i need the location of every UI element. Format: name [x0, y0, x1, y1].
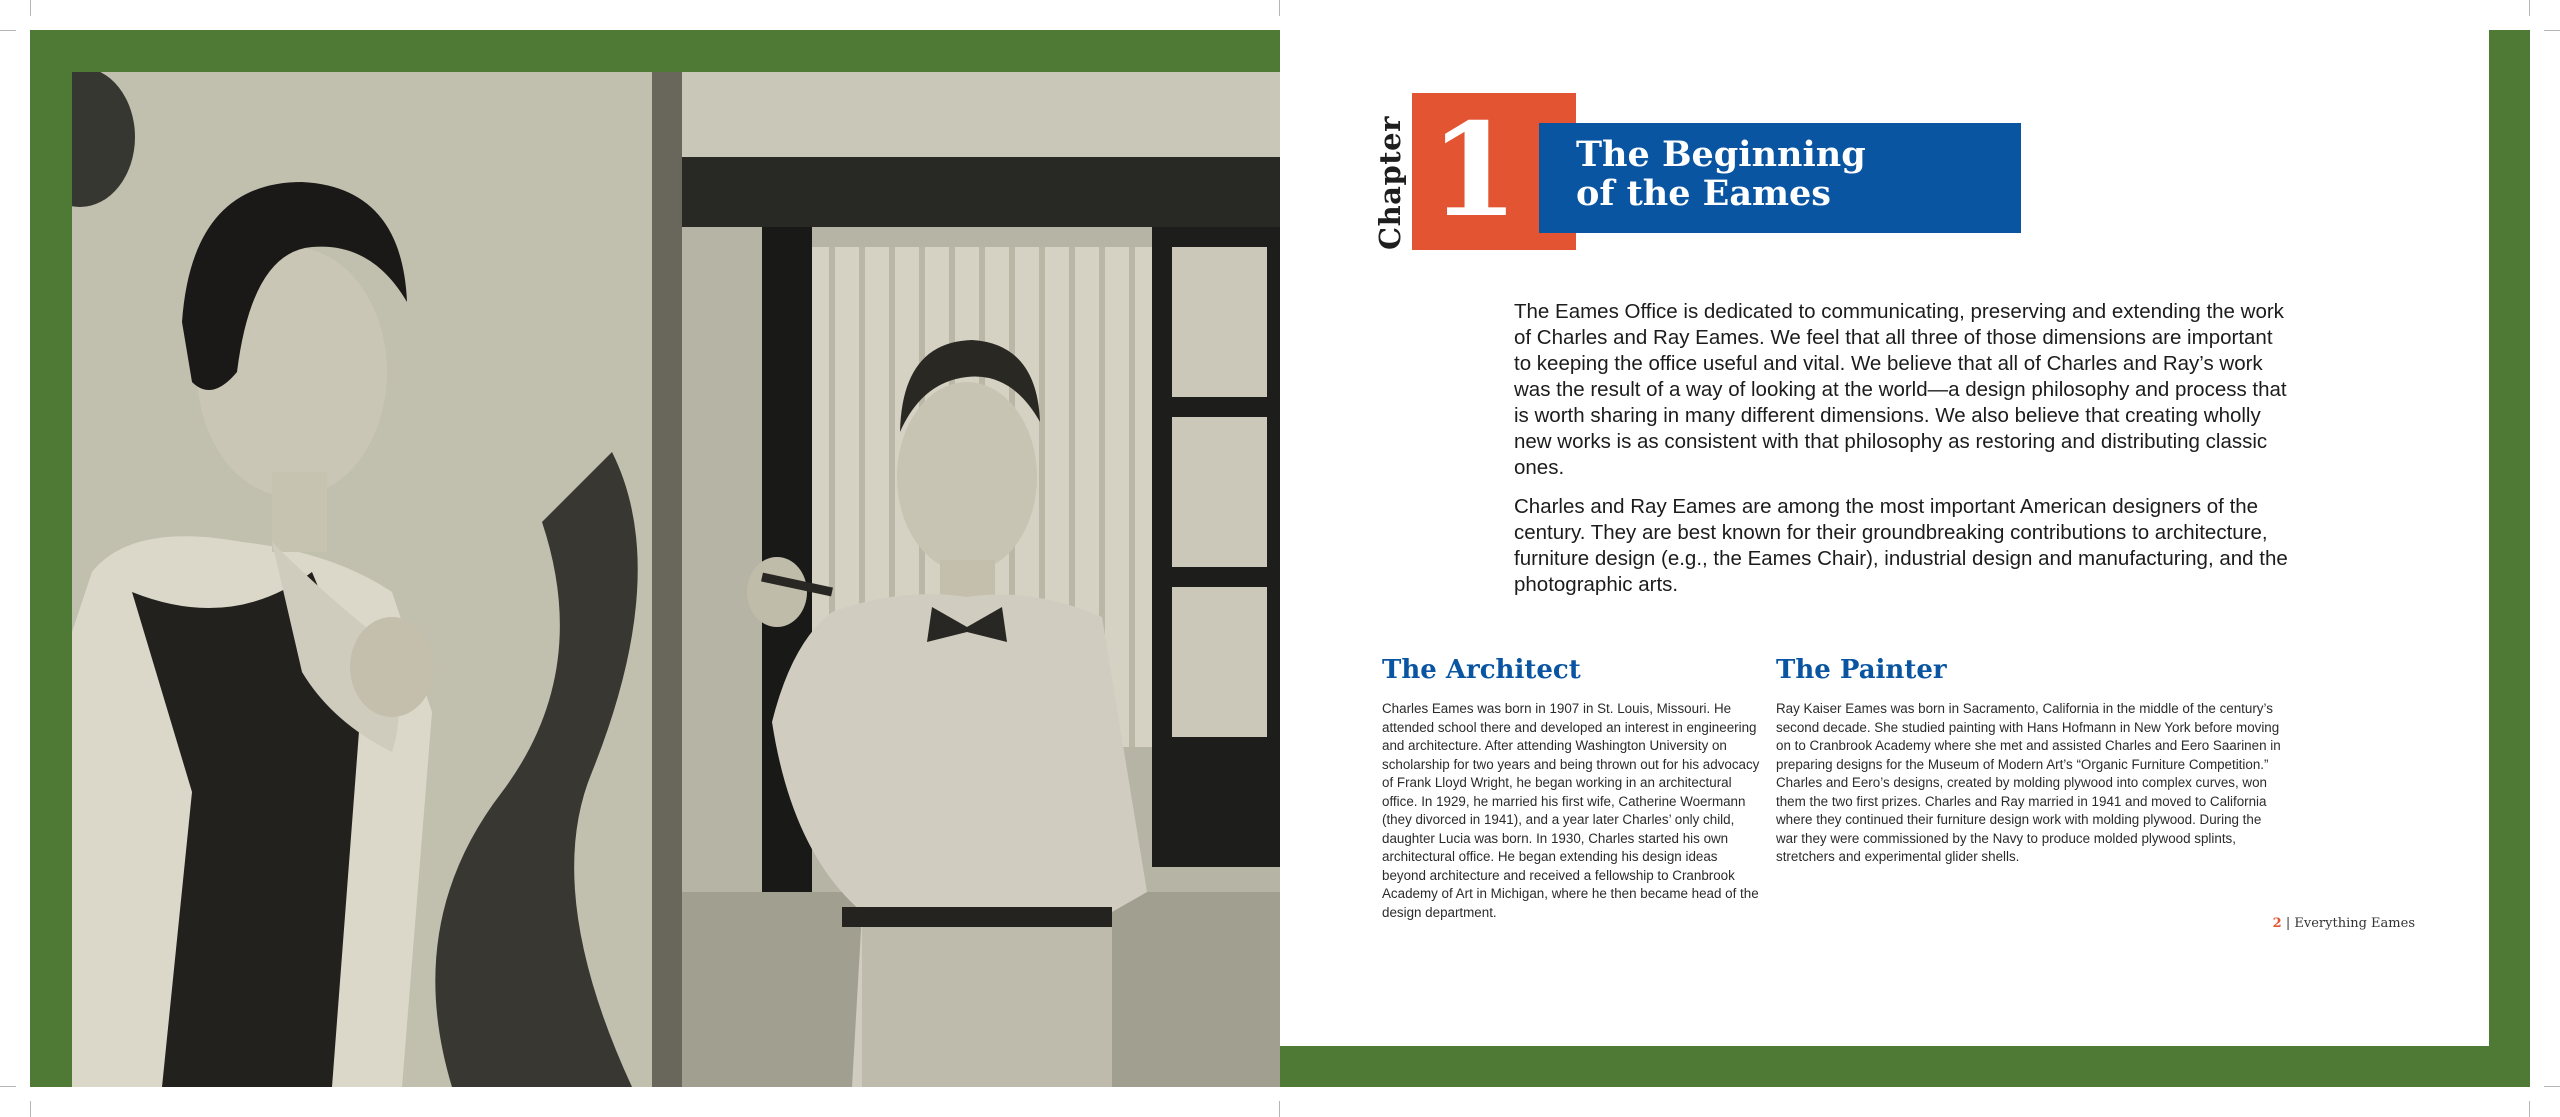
eames-photograph [72, 72, 1280, 1087]
crop-mark [1279, 1101, 1280, 1117]
painter-body: Ray Kaiser Eames was born in Sacramento, California in the middle of the century’s second decade. She studied painting with Hans Hofmann in New York before moving on to Cranbrook Academy where she met and assisted Charles and Eero Saarinen in preparing designs for the Museum of Modern Art’s “Organic Furniture Competition.” Charles and Eero’s designs, created by molding plywood into complex curves, won them the two first prizes. Charles and Ray married in 1941 and moved to California where they continued their furniture design work with molding plywood. During the war they were commissioned by the Navy to produce molded plywood splints, stretchers and experimental glider shells. [1776, 701, 2281, 864]
chapter-title [1576, 135, 2016, 213]
intro-paragraph-1: The Eames Office is dedicated to communicating, preserving and extending the work of Charles and Ray Eames. We feel that all three of those dimensions are important to keeping the office useful and vital. We believe that all of Charles and Ray’s work was the result of a way of looking at the world—a design philosophy and process that is worth sharing in many different dimensions. We also believe that creating wholly new works is as consistent with that philosophy as restoring and distributing classic ones. [1514, 300, 2287, 479]
crop-mark [30, 0, 31, 16]
intro-paragraph-2: Charles and Ray Eames are among the most important American designers of the century. They are best known for their groundbreaking contributions to architecture, furniture design (e.g., the Eames Chair), industrial design and manufacturing, and the photographic arts. [1514, 495, 2288, 596]
page-footer [2200, 916, 2415, 931]
crop-mark [30, 1101, 31, 1117]
chapter-number: 1 [1429, 96, 1519, 246]
crop-mark [2529, 0, 2530, 16]
painter-heading: The Painter [1776, 655, 1947, 685]
crop-mark [2544, 1086, 2560, 1087]
intro-text [1514, 299, 2294, 598]
crop-mark [0, 1086, 16, 1087]
architect-heading: The Architect [1382, 655, 1581, 685]
footer-separator: | [2285, 916, 2291, 931]
chapter-label: Chapter [1373, 116, 1407, 250]
green-frame-right [2489, 30, 2530, 1087]
crop-mark [2529, 1101, 2530, 1117]
photo-illustration [72, 72, 1280, 1087]
page-number: 2 [2272, 916, 2282, 931]
chapter-title-line-1: The Beginning [1576, 134, 1866, 175]
crop-mark [0, 30, 16, 31]
architect-body: Charles Eames was born in 1907 in St. Louis, Missouri. He attended school there and developed an interest in engineering and architecture. After attending Washington University on scholarship for two years and being thrown out for his advocacy of Frank Lloyd Wright, he began working in an architectural office. In 1929, he married his first wife, Catherine Woermann (they divorced in 1941), and a year later Charles’ only child, daughter Lucia was born. In 1930, Charles started his own architectural office. He began extending his design ideas beyond architecture and received a fellowship to Cranbrook Academy of Art in Michigan, where he then became head of the design department. [1382, 701, 1760, 920]
green-frame-bottom [1279, 1046, 2530, 1087]
crop-mark [1279, 0, 1280, 16]
book-title: Everything Eames [2294, 916, 2415, 931]
crop-mark [2544, 30, 2560, 31]
chapter-title-line-2: of the Eames [1576, 173, 1832, 214]
